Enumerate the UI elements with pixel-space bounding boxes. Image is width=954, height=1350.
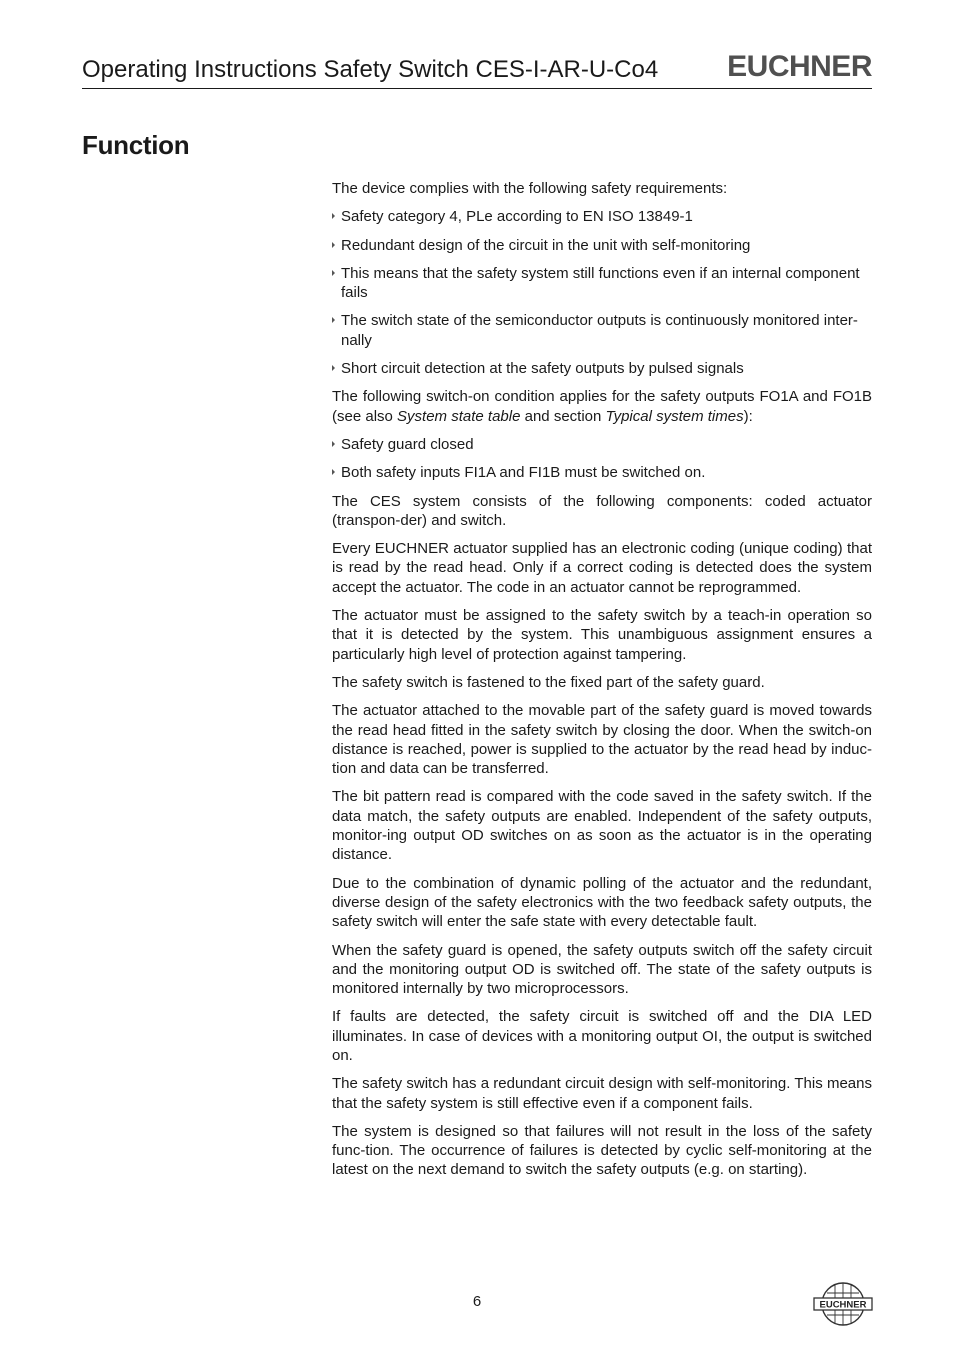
page-header: [82, 52, 872, 89]
body-paragraph: When the safety guard is opened, the safety outputs switch off the safety circuit and the monitoring output OD is switched off. The state of the safety outputs is monitored internally by two microprocessors.: [332, 941, 872, 998]
section-title: Function: [82, 130, 190, 160]
body-paragraph: Due to the combination of dynamic polling of the actuator and the redundant, diverse design of the safety electronics with the two feedback safety outputs, the safety switch will enter the safe state with every detectable fault.: [332, 874, 872, 931]
body-paragraph: The actuator attached to the movable part of the safety guard is moved towards the read head fitted in the safety switch by closing the door. When the switch-on distance is reached, power is supplied to the actuator by the read head by induc-tion and data can be transferred.: [332, 702, 872, 778]
list-item: Both safety inputs FI1A and FI1B must be switched on.: [332, 463, 872, 482]
bullet-arrow-icon: [332, 469, 335, 475]
euchner-seal-logo-icon: [813, 1280, 873, 1328]
list-item: This means that the safety system still functions even if an internal component fails: [332, 264, 872, 303]
reference-link: System state table: [397, 407, 521, 425]
body-paragraph: If faults are detected, the safety circuit is switched off and the DIA LED illuminates. In case of devices with a monitoring output OI, the output is switched on.: [332, 1008, 872, 1064]
bullet-arrow-icon: [332, 441, 335, 447]
body-paragraph: The safety switch is fastened to the fixed part of the safety guard.: [332, 673, 765, 691]
list-item: Safety category 4, PLe according to EN ISO 13849-1: [332, 207, 872, 226]
bullet-arrow-icon: [332, 365, 335, 371]
footer-logo-text: EUCHNER: [819, 1299, 867, 1311]
list-item: Short circuit detection at the safety outputs by pulsed signals: [332, 359, 872, 378]
page-number: 6: [472, 1293, 482, 1310]
body-paragraph: Every EUCHNER actuator supplied has an electronic coding (unique coding) that is read by the read head. Only if a correct coding is detected does the system accept the actuator. The code in an actuator cannot be reprogrammed.: [332, 540, 872, 596]
bullet-arrow-icon: [332, 213, 335, 219]
bullet-arrow-icon: [332, 242, 335, 248]
body-paragraph: The CES system consists of the following components: coded actuator (transpon-der) and switch.: [332, 492, 872, 529]
list-item: Redundant design of the circuit in the unit with self-monitoring: [332, 236, 872, 255]
requirements-list: [332, 207, 872, 378]
conditions-list: [332, 435, 872, 483]
body-paragraph: The safety switch has a redundant circuit design with self-monitoring. This means that the safety system is still effective even if a component fails.: [332, 1075, 872, 1112]
switch-on-paragraph: The following switch-on condition applies for the safety outputs FO1A and FO1B (see also System state table and section Typical system times):: [332, 388, 872, 425]
bullet-arrow-icon: [332, 317, 335, 323]
body-paragraph: The bit pattern read is compared with the code saved in the safety switch. If the data match, the safety outputs are enabled. Independent of the safety outputs, monitor-ing output OD switches on as soon as the actuator is in the operating distance.: [332, 788, 872, 864]
intro-paragraph: The device complies with the following safety requirements:: [332, 180, 728, 197]
reference-link: Typical system times: [605, 407, 744, 425]
bullet-arrow-icon: [332, 270, 335, 276]
body-paragraph: The actuator must be assigned to the safety switch by a teach-in operation so that it is detected by the system. This unambiguous assignment ensures a particularly high level of protection against tampering.: [332, 607, 872, 663]
list-item: The switch state of the semiconductor outputs is continuously monitored inter-nally: [332, 311, 872, 350]
list-item: Safety guard closed: [332, 435, 872, 454]
brand-logo: EUCHNER: [727, 50, 872, 83]
content-column: [332, 179, 872, 1189]
document-title: Operating Instructions Safety Switch CES-I-AR-U-Co4: [82, 56, 659, 83]
body-paragraph: The system is designed so that failures will not result in the loss of the safety func-tion. The occurrence of failures is detected by cyclic self-monitoring at the latest on the next demand to switch the safety outputs (e.g. on starting).: [332, 1122, 872, 1179]
